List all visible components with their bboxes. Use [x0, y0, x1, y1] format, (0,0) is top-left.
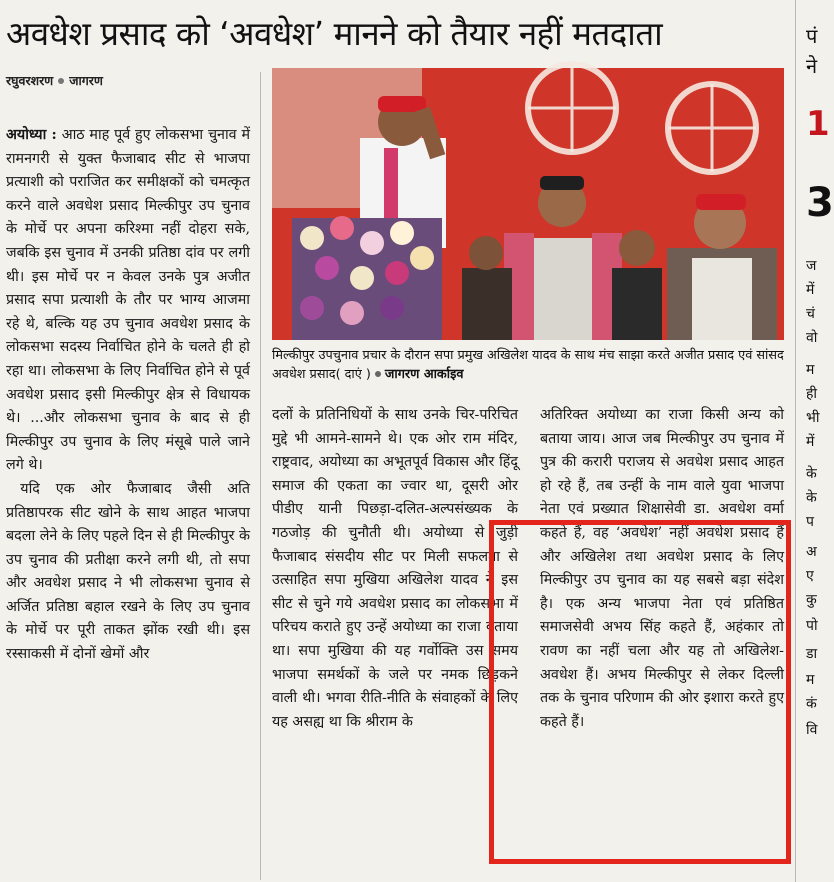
caption-text: मिल्कीपुर उपचुनाव प्रचार के दौरान सपा प्रमुख अखिलेश यादव के साथ मंच साझा करते अजीत प्रसाद एवं सांसद अवधेश प्रसाद( दाएं )	[272, 348, 784, 382]
column-divider	[260, 72, 261, 880]
fragment-text: पो	[806, 618, 818, 634]
fragment-text: ज	[806, 258, 817, 274]
paragraph-text: आठ माह पूर्व हुए लोकसभा चुनाव में रामनगरी से युक्त फैजाबाद सीट से भाजपा प्रत्याशी को पराजित कर समीक्षकों को चमत्कृत करने वाले अवधेश प्रसाद मिल्कीपुर उप चुनाव के मोर्चे पर अपना करिश्मा नहीं दोहरा सके, जबकि इस चुनाव में उनकी प्रतिष्ठा दांव पर लगी थी। इस मोर्चे पर न केवल उनके पुत्र अजीत प्रसाद सपा प्रत्याशी के तौर पर भाग्य आजमा रहे थे, बल्कि यह उप चुनाव अवधेश प्रसाद के लोकसभा सदस्य निर्वाचित होने के चलते ही हो रहा था। लोकसभा के लिए निर्वाचित होने से पूर्व अवधेश प्रसाद इसी मिल्कीपुर क्षेत्र से विधायक थे। ...और लोकसभा चुनाव के बाद से ही मिल्कीपुर उप चुनाव के लिए मंसूबे पाले जाने लगे थे।	[6, 127, 251, 474]
fragment-text: के	[806, 466, 817, 482]
fragment-text: वो	[806, 330, 818, 346]
paragraph: दलों के प्रतिनिधियों के साथ उनके चिर-परिचित मुद्दे भी आमने-सामने थे। एक ओर राम मंदिर, राष्ट्रवाद, अयोध्या का अभूतपूर्व विकास और हिंदू समाज की एकता का ज्वार था, दूसरी ओर पीडीए यानी पिछड़ा-दलित-अल्पसंख्यक के गठजोड़ की चुनौती थी। अयोध्या से जुड़ी फैजाबाद संसदीय सीट पर मिली सफलता से उत्साहित सपा मुखिया अखिलेश यादव ने इस सीट से चुने गये अवधेश प्रसाद का लोकसभा में परिचय कराते हुए उन्हें अयोध्या का राजा बताया था। सपा मुखिया की यह गर्वोक्ति उस समय भाजपा समर्थकों के जले पर नमक छिड़कने वाली थी। भगवा रीति-नीति के संवाहकों के लिए यह असह्य था कि श्रीराम के	[272, 407, 518, 730]
fragment-text: प	[806, 514, 814, 530]
caption-credit: जागरण आर्काइव	[384, 367, 464, 382]
headline: अवधेश प्रसाद को ‘अवधेश’ मानने को तैयार नहीं मतदाता	[6, 14, 663, 53]
fragment-text: कं	[806, 696, 817, 712]
fragment-text: 3	[806, 180, 834, 226]
fragment-text: म	[806, 362, 815, 378]
fragment-text: ए	[806, 568, 814, 584]
fragment-text: म	[806, 672, 815, 688]
dateline: अयोध्या :	[6, 127, 57, 143]
fragment-text: 1	[806, 104, 830, 144]
article-column-2	[272, 404, 518, 734]
rally-photo-illustration	[272, 68, 784, 340]
fragment-text: कु	[806, 592, 817, 608]
fragment-text: में	[806, 282, 815, 298]
paragraph: यदि एक ओर फैजाबाद जैसी अति प्रतिष्ठापरक सीट खोने के साथ आहत भाजपा बदला लेने के लिए पहले दिन से ही मिल्कीपुर के उप चुनाव की प्रतीक्षा करने लगी थी, तो सपा और अवधेश प्रसाद ने भी लोकसभा चुनाव से अर्जित प्रतिष्ठा बहाल रखने के लिए उप चुनाव के मोर्चे पर पूरी ताकत झोंक रखी थी। इस रस्साकसी में दोनों खेमों और	[6, 480, 250, 663]
highlight-box	[489, 520, 791, 864]
fragment-text: अ	[806, 544, 817, 560]
article-column-1	[6, 124, 250, 667]
fragment-text: पं	[806, 24, 818, 48]
bullet-dot	[375, 371, 381, 377]
fragment-text: भी	[806, 410, 820, 426]
fragment-text: ही	[806, 386, 818, 402]
paragraph	[6, 124, 250, 478]
byline-source: जागरण	[69, 73, 103, 88]
fragment-text: चं	[806, 306, 815, 322]
paragraph: अतिरिक्त अयोध्या का राजा किसी अन्य को बताया जाय। आज जब मिल्कीपुर उप चुनाव में पुत्र की करारी पराजय से अवधेश प्रसाद आहत हो रहे हैं, तब उन्हीं के नाम वाले युवा भाजपा नेता एवं प्रख्यात शिक्षासेवी डा. अवधेश वर्मा कहते हैं, वह ‘अवधेश’ नहीं अवधेश प्रसाद हैं और अखिलेश तथा अवधेश प्रसाद के लिए मिल्कीपुर उप चुनाव का यह सबसे बड़ा संदेश है। एक अन्य भाजपा नेता एवं प्रतिष्ठित समाजसेवी अभय सिंह कहते हैं, अहंकार तो रावण का नहीं चला और यह तो अखिलेश-अवधेश हैं। अभय मिल्कीपुर से लेकर दिल्ली तक के चुनाव परिणाम की ओर इशारा करते हुए कहते हैं।	[540, 407, 784, 730]
fragment-text: डा	[806, 646, 818, 662]
photo-caption	[272, 346, 792, 384]
bullet-dot	[58, 78, 64, 84]
column-divider	[795, 0, 796, 882]
rally-photo	[272, 68, 784, 340]
fragment-text: ने	[806, 54, 818, 78]
next-article-fragment	[800, 0, 834, 882]
fragment-text: में	[806, 434, 815, 450]
fragment-text: के	[806, 490, 817, 506]
byline	[6, 72, 103, 89]
byline-author: रघुवरशरण	[6, 73, 54, 88]
fragment-text: वि	[806, 722, 818, 738]
